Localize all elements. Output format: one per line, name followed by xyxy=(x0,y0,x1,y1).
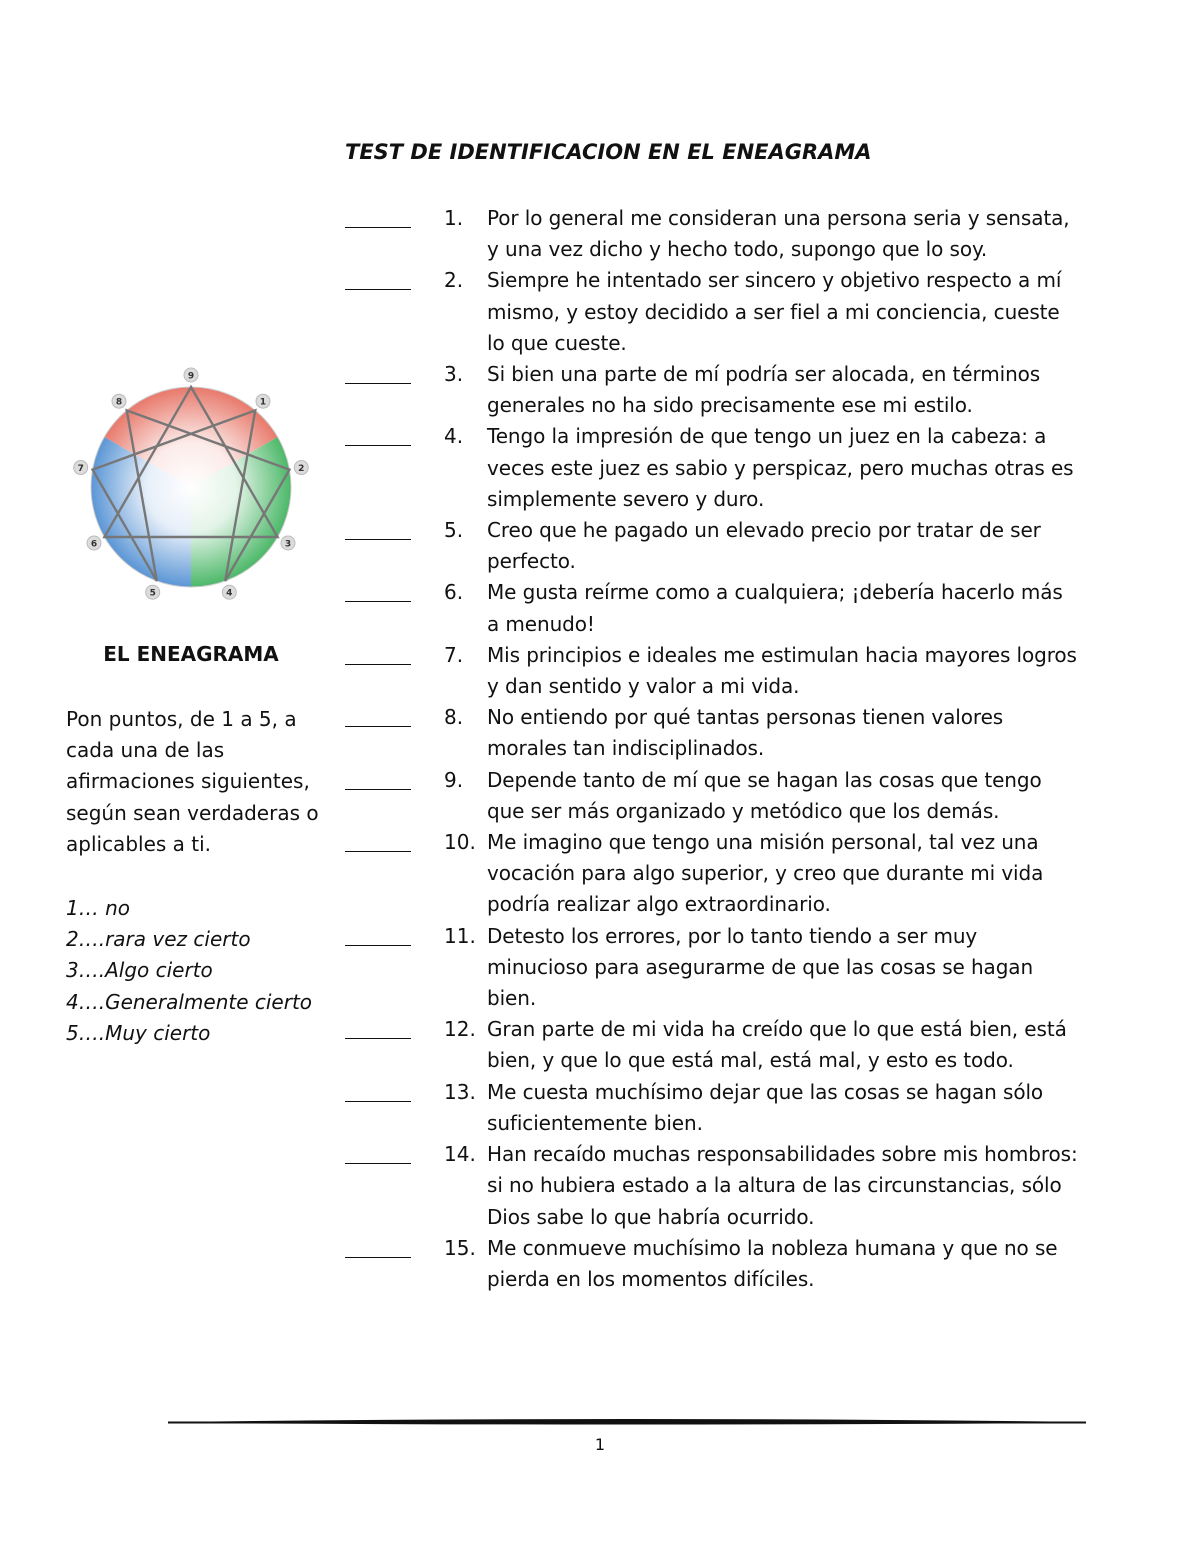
question-item xyxy=(345,1233,1095,1295)
question-item xyxy=(345,1014,1095,1076)
question-number: 7. xyxy=(444,642,464,667)
question-number: 11. xyxy=(444,923,476,948)
question-list xyxy=(345,203,1095,1295)
question-item xyxy=(345,921,1095,1015)
question-number: 12. xyxy=(444,1017,476,1042)
answer-blank[interactable] xyxy=(345,1038,411,1039)
question-text: Depende tanto de mí que se hagan las cosas que tengo que ser más organizado y metódico que los demás. xyxy=(487,767,1042,823)
question-text: Siempre he intentado ser sincero y objetivo respecto a mí mismo, y estoy decidido a ser fiel a mi conciencia, cueste lo que cueste. xyxy=(487,268,1062,355)
question-number: 14. xyxy=(444,1142,476,1167)
scale-item: 1… no xyxy=(66,896,130,920)
scale-item: 5….Muy cierto xyxy=(66,1020,211,1045)
question-item xyxy=(345,421,1095,515)
enneagram-icon xyxy=(66,362,316,612)
instructions-text: Pon puntos, de 1 a 5, a cada una de las afirmaciones siguientes, según sean verdaderas o aplicables a ti. xyxy=(66,707,319,856)
question-number: 9. xyxy=(444,767,464,792)
point-label: 1 xyxy=(259,397,267,408)
answer-blank[interactable] xyxy=(345,539,411,540)
question-text: Si bien una parte de mí podría ser alocada, en términos generales no ha sido precisamente ese mi estilo. xyxy=(487,362,1041,418)
answer-blank[interactable] xyxy=(345,1163,411,1164)
question-item xyxy=(345,640,1095,702)
question-text: Creo que he pagado un elevado precio por tratar de ser perfecto. xyxy=(487,518,1041,574)
scale-item: 4….Generalmente cierto xyxy=(66,989,313,1014)
answer-blank[interactable] xyxy=(345,945,411,946)
question-number: 5. xyxy=(444,518,464,543)
answer-blank[interactable] xyxy=(345,227,411,228)
answer-blank[interactable] xyxy=(345,1257,411,1258)
question-number: 15. xyxy=(444,1235,476,1260)
question-number: 1. xyxy=(444,206,464,230)
point-label: 5 xyxy=(149,588,156,599)
question-number: 3. xyxy=(444,362,464,387)
rating-scale xyxy=(66,893,336,1049)
question-item xyxy=(345,265,1095,359)
footer-divider xyxy=(168,1414,1086,1428)
scale-item: 2….rara vez cierto xyxy=(66,927,251,952)
question-item xyxy=(345,359,1095,421)
question-text: Detesto los errores, por lo tanto tiendo a ser muy minucioso para asegurarme de que las cosas se hagan bien. xyxy=(487,923,1034,1011)
answer-blank[interactable] xyxy=(345,726,411,727)
answer-blank[interactable] xyxy=(345,445,411,446)
question-item xyxy=(345,702,1095,764)
question-text: Tengo la impresión de que tengo un juez en la cabeza: a veces este juez es sabio y perspicaz, pero muchas otras es simplemente severo y duro. xyxy=(487,424,1074,511)
point-label: 8 xyxy=(115,397,123,408)
point-label: 2 xyxy=(298,464,305,475)
answer-blank[interactable] xyxy=(345,601,411,602)
question-number: 13. xyxy=(444,1079,476,1104)
page-number: 1 xyxy=(594,1435,606,1454)
question-text: Me conmueve muchísimo la nobleza humana y que no se pierda en los momentos difíciles. xyxy=(487,1235,1058,1291)
answer-blank[interactable] xyxy=(345,664,411,665)
question-item xyxy=(345,827,1095,921)
question-item xyxy=(345,1077,1095,1139)
question-text: Me cuesta muchísimo dejar que las cosas se hagan sólo suficientemente bien. xyxy=(487,1079,1044,1135)
question-text: Mis principios e ideales me estimulan hacia mayores logros y dan sentido y valor a mi vida. xyxy=(487,642,1077,699)
question-item xyxy=(345,515,1095,577)
question-item xyxy=(345,1139,1095,1233)
point-label: 6 xyxy=(90,539,98,550)
point-label: 3 xyxy=(284,539,292,550)
answer-blank[interactable] xyxy=(345,1101,411,1102)
question-number: 8. xyxy=(444,705,464,730)
question-number: 10. xyxy=(444,830,476,855)
question-text: Gran parte de mi vida ha creído que lo que está bien, está bien, y que lo que está mal, está mal, y esto es todo. xyxy=(487,1017,1067,1073)
question-text: No entiendo por qué tantas personas tienen valores morales tan indisciplinados. xyxy=(487,705,1004,761)
answer-blank[interactable] xyxy=(345,851,411,852)
answer-blank[interactable] xyxy=(345,289,411,290)
answer-blank[interactable] xyxy=(345,789,411,790)
question-item xyxy=(345,765,1095,827)
answer-blank[interactable] xyxy=(345,383,411,384)
question-text: Me imagino que tengo una misión personal, tal vez una vocación para algo superior, y creo que durante mi vida podría realizar algo extraordinario. xyxy=(487,830,1044,917)
question-number: 4. xyxy=(444,424,464,449)
question-text: Por lo general me consideran una persona seria y sensata, y una vez dicho y hecho todo, supongo que lo soy. xyxy=(487,206,1070,262)
question-number: 6. xyxy=(444,580,464,605)
question-number: 2. xyxy=(444,268,464,293)
point-label: 4 xyxy=(226,588,233,599)
point-label: 7 xyxy=(77,464,84,475)
diagram-caption: EL ENEAGRAMA xyxy=(103,642,279,666)
question-text: Han recaído muchas responsabilidades sobre mis hombros: si no hubiera estado a la altura de las circunstancias, sólo Dios sabe lo que habría ocurrido. xyxy=(487,1142,1078,1229)
point-label: 9 xyxy=(187,371,195,382)
question-item xyxy=(345,577,1095,639)
question-text: Me gusta reírme como a cualquiera; ¡debería hacerlo más a menudo! xyxy=(487,580,1063,636)
scale-item: 3….Algo cierto xyxy=(66,958,213,983)
page-title: TEST DE IDENTIFICACION EN EL ENEAGRAMA xyxy=(345,140,872,164)
question-item xyxy=(345,203,1095,265)
